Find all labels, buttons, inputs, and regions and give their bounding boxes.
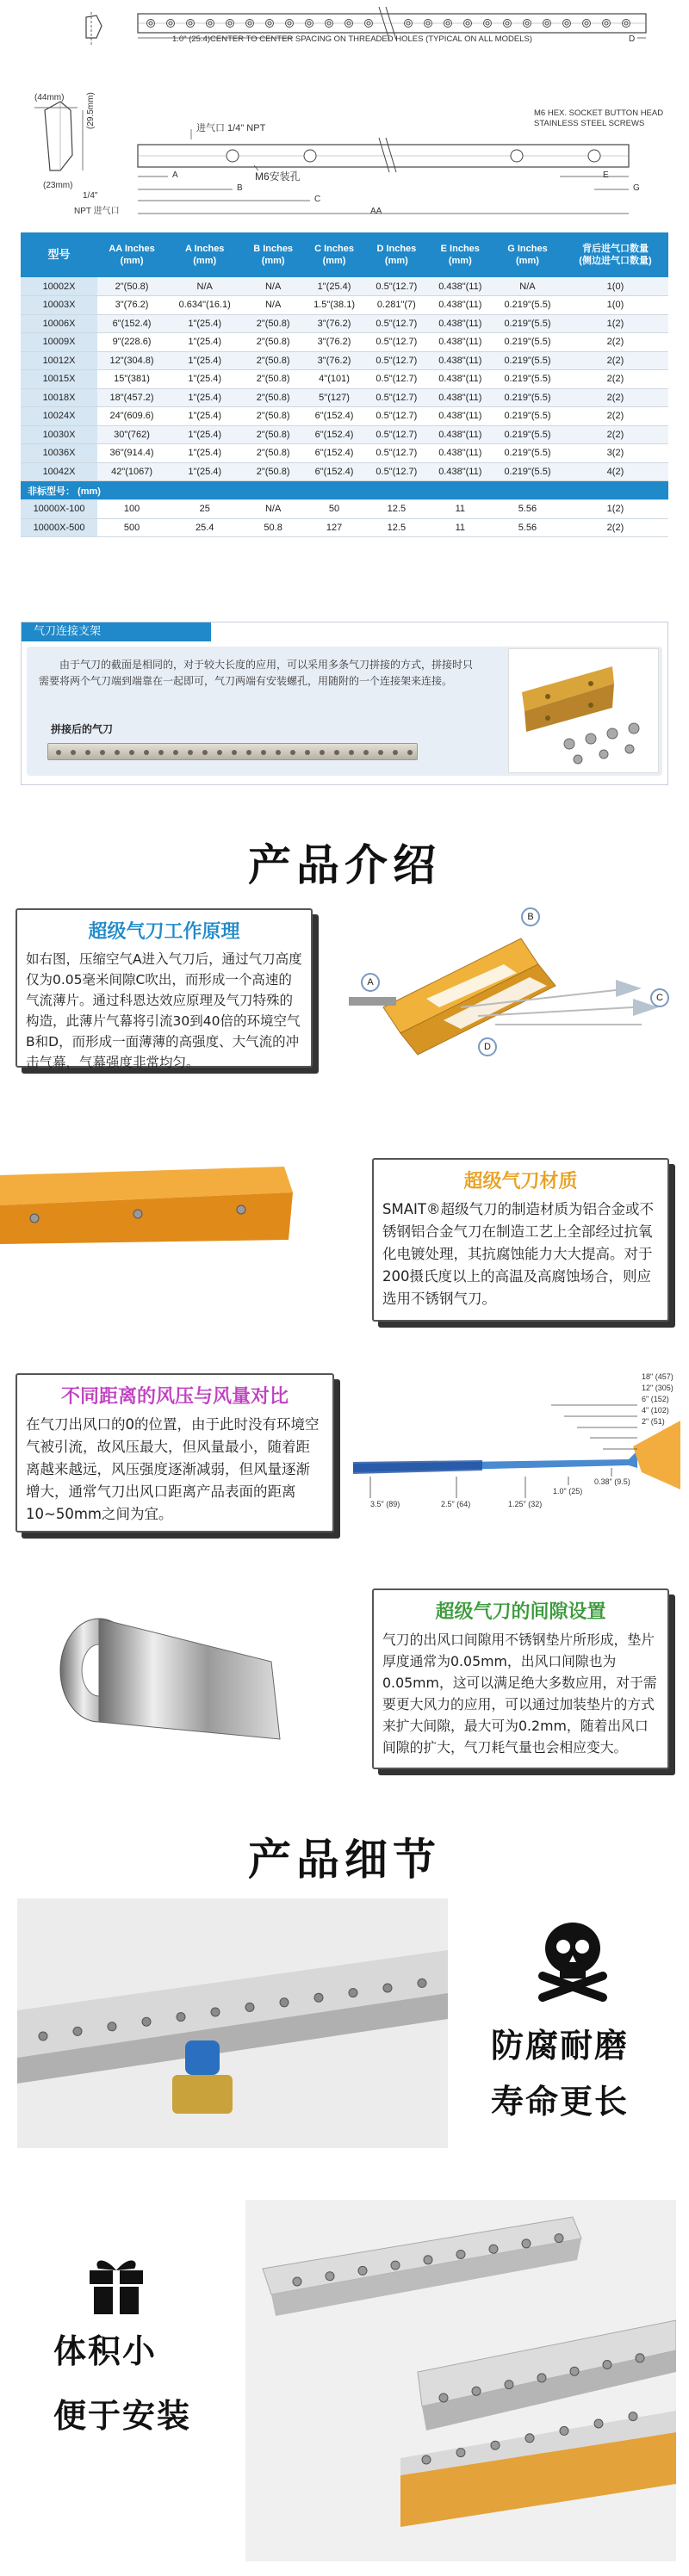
table-cell: 1"(25.4): [303, 277, 365, 296]
table-cell: N/A: [243, 296, 302, 315]
npt-bottom-cn-label: NPT 进气口: [74, 207, 120, 216]
bottom-label-3-5: 3.5" (89): [370, 1500, 400, 1508]
intro-section-title: 产品介绍: [248, 839, 441, 890]
npt-top-label: 进气口 1/4" NPT: [196, 123, 266, 133]
detail-image-2: [245, 2200, 676, 2561]
bracket-caption: 拼接后的气刀: [51, 723, 114, 735]
gap-title: 超级气刀的间隙设置: [435, 1601, 606, 1623]
table-cell: 2"(50.8): [243, 462, 302, 481]
table-row: [21, 333, 668, 352]
table-cell: 10000X-100: [21, 500, 97, 519]
table-row: [21, 277, 668, 296]
feature-1-line-1: 防腐耐磨: [491, 2027, 630, 2065]
table-cell: 5.56: [493, 500, 562, 519]
table-row: [21, 425, 668, 444]
non-standard-header: [21, 481, 668, 500]
table-cell: 50.8: [243, 518, 302, 537]
table-row: [21, 388, 668, 407]
table-row: [21, 500, 668, 519]
pressure-title: 不同距离的风压与风量对比: [60, 1386, 289, 1408]
dim-aa-label: AA: [370, 207, 382, 216]
label-b-marker: B: [521, 907, 540, 926]
table-cell: 3"(76.2): [303, 351, 365, 370]
gift-svg: [86, 2251, 146, 2316]
table-row: [21, 407, 668, 426]
table-cell: N/A: [243, 500, 302, 519]
bottom-label-2-5: 2.5" (64): [441, 1500, 471, 1508]
table-cell: 18"(457.2): [97, 388, 166, 407]
material-text: SMAIT®超级气刀的制造材质为铝合金或不锈钢铝合金气刀在制造工艺上全部经过抗氧化电镀处理，其抗腐蚀能力大大提高。对于200摄氏度以上的高温及高腐蚀场合，则应选用不锈钢气刀。: [382, 1201, 654, 1307]
table-row: [21, 444, 668, 463]
table-cell: 2(2): [562, 425, 668, 444]
bracket-image: [508, 648, 659, 773]
table-cell: 0.5"(12.7): [365, 314, 427, 333]
header-col-6: E Inches (mm): [428, 232, 493, 277]
table-cell: N/A: [166, 277, 243, 296]
table-cell: 1(2): [562, 500, 668, 519]
table-cell: 11: [428, 500, 493, 519]
table-cell: 0.438"(11): [428, 388, 493, 407]
table-cell: 9"(228.6): [97, 333, 166, 352]
table-cell: 10000X-500: [21, 518, 97, 537]
table-cell: 0.5"(12.7): [365, 462, 427, 481]
table-cell: 1"(25.4): [166, 388, 243, 407]
material-card: [372, 1158, 669, 1322]
table-cell: 1.5"(38.1): [303, 296, 365, 315]
table-cell: 0.219"(5.5): [493, 425, 562, 444]
table-cell: 1(0): [562, 277, 668, 296]
table-cell: 2(2): [562, 388, 668, 407]
table-cell: N/A: [493, 277, 562, 296]
table-cell: 10036X: [21, 444, 97, 463]
table-cell: 0.5"(12.7): [365, 370, 427, 389]
table-cell: 2"(50.8): [243, 314, 302, 333]
table-cell: 6"(152.4): [303, 407, 365, 426]
detail-knife-svg-2: [245, 2200, 676, 2561]
table-cell: 25: [166, 500, 243, 519]
table-cell: 3"(76.2): [97, 296, 166, 315]
table-cell: 0.438"(11): [428, 370, 493, 389]
bracket-tab: [22, 622, 211, 641]
table-row: [21, 296, 668, 315]
table-cell: 3"(76.2): [303, 314, 365, 333]
label-c-marker: C: [650, 988, 669, 1007]
header-col-3: B Inches (mm): [243, 232, 302, 277]
table-cell: 10003X: [21, 296, 97, 315]
material-title: 超级气刀材质: [463, 1171, 578, 1192]
gift-icon: [86, 2251, 146, 2316]
table-cell: 10042X: [21, 462, 97, 481]
table-cell: 1"(25.4): [166, 425, 243, 444]
principle-diagram: [332, 904, 676, 1076]
label-a-marker: A: [361, 973, 380, 992]
table-cell: 3(2): [562, 444, 668, 463]
table-cell: 12"(304.8): [97, 351, 166, 370]
table-cell: 10018X: [21, 388, 97, 407]
table-cell: 1"(25.4): [166, 314, 243, 333]
table-cell: 0.438"(11): [428, 351, 493, 370]
table-cell: 0.438"(11): [428, 462, 493, 481]
table-cell: 0.5"(12.7): [365, 407, 427, 426]
table-cell: 1(0): [562, 296, 668, 315]
feature-2-line-1: 体积小: [53, 2332, 158, 2370]
dim-e-label: E: [603, 170, 609, 180]
table-row: [21, 370, 668, 389]
table-cell: 0.438"(11): [428, 333, 493, 352]
table-cell: 10015X: [21, 370, 97, 389]
dim-d-label: D: [629, 34, 636, 44]
principle-text: 如右图，压缩空气A进入气刀后，通过气刀高度仅为0.05毫米间隙C吹出，而形成一个高速的气流薄片。通过科恩达效应原理及气刀特殊的构造，此薄片气幕将引流30到40倍的环境空气B和D，而形成一面薄薄的高强度、大气流的冲击气幕，气幕强度非常均匀。: [26, 951, 302, 1070]
table-cell: 50: [303, 500, 365, 519]
table-cell: 0.219"(5.5): [493, 462, 562, 481]
dim-c-label: C: [314, 195, 321, 204]
table-cell: 36"(914.4): [97, 444, 166, 463]
table-cell: 2(2): [562, 333, 668, 352]
shim-roll-image: [47, 1610, 289, 1748]
table-cell: 0.5"(12.7): [365, 425, 427, 444]
table-cell: 1"(25.4): [166, 333, 243, 352]
table-cell: 0.438"(11): [428, 444, 493, 463]
joined-knife-holes: [48, 744, 419, 761]
table-cell: 0.219"(5.5): [493, 407, 562, 426]
table-cell: 0.219"(5.5): [493, 296, 562, 315]
right-label-2: 2" (51): [642, 1417, 665, 1426]
table-cell: 0.5"(12.7): [365, 351, 427, 370]
dim-44-label: (44mm): [34, 93, 65, 102]
table-cell: 25.4: [166, 518, 243, 537]
pressure-svg: [353, 1369, 680, 1541]
table-cell: 0.438"(11): [428, 277, 493, 296]
bracket-section: [21, 622, 668, 785]
non-standard-label: 非标型号： (mm): [21, 481, 668, 500]
header-col-4: C Inches (mm): [303, 232, 365, 277]
table-cell: 30"(762): [97, 425, 166, 444]
table-cell: 5.56: [493, 518, 562, 537]
table-cell: 4(2): [562, 462, 668, 481]
table-cell: 10012X: [21, 351, 97, 370]
table-cell: 0.219"(5.5): [493, 370, 562, 389]
right-label-18: 18" (457): [642, 1372, 673, 1381]
orange-knife-svg: [0, 1158, 293, 1253]
table-cell: 0.634"(16.1): [166, 296, 243, 315]
table-cell: 4"(101): [303, 370, 365, 389]
table-cell: 6"(152.4): [303, 425, 365, 444]
table-cell: 10002X: [21, 277, 97, 296]
table-cell: 0.5"(12.7): [365, 277, 427, 296]
table-cell: 0.438"(11): [428, 407, 493, 426]
table-cell: 2"(50.8): [243, 388, 302, 407]
table-cell: 0.5"(12.7): [365, 444, 427, 463]
spec-table-header: [21, 232, 668, 277]
bottom-label-1-25: 1.25" (32): [508, 1500, 543, 1508]
table-cell: 6"(152.4): [97, 314, 166, 333]
table-cell: 0.219"(5.5): [493, 444, 562, 463]
table-cell: 127: [303, 518, 365, 537]
table-cell: 2"(50.8): [243, 351, 302, 370]
table-cell: 1"(25.4): [166, 407, 243, 426]
detail-knife-svg-1: [17, 1898, 448, 2148]
table-cell: 12.5: [365, 500, 427, 519]
shim-roll-svg: [47, 1610, 289, 1748]
label-d-marker: D: [478, 1037, 497, 1056]
table-cell: 0.438"(11): [428, 296, 493, 315]
table-cell: 2(2): [562, 407, 668, 426]
table-cell: 2"(50.8): [243, 370, 302, 389]
table-cell: 15"(381): [97, 370, 166, 389]
screw-note-1: M6 HEX. SOCKET BUTTON HEAD: [534, 108, 664, 118]
header-col-7: G Inches (mm): [493, 232, 562, 277]
bracket-drawing: [509, 649, 660, 774]
header-col-1: AA Inches (mm): [97, 232, 166, 277]
table-cell: 2(2): [562, 518, 668, 537]
technical-drawing: [0, 0, 689, 226]
detail-section-title: 产品细节: [248, 1834, 441, 1885]
header-col-8: 背后进气口数量 (侧边进气口数量): [562, 232, 668, 277]
pressure-diagram: [353, 1369, 680, 1541]
table-cell: 2"(50.8): [97, 277, 166, 296]
table-cell: 2"(50.8): [243, 425, 302, 444]
npt-bottom-label: 1/4": [83, 191, 98, 201]
table-cell: 2(2): [562, 351, 668, 370]
spec-table: [21, 232, 668, 537]
pressure-card: [16, 1373, 334, 1533]
table-cell: 6"(152.4): [303, 444, 365, 463]
skull-icon: [534, 1916, 611, 2002]
table-row: [21, 518, 668, 537]
pressure-text: 在气刀出风口的0的位置，由于此时没有环境空气被引流，故风压最大，但风量最小，随着距离越来越远，风压强度逐渐减弱，但风量逐渐增大，通常气刀出风口距离产品表面的距离10~50mm之间为宜。: [26, 1416, 320, 1522]
principle-card: [16, 908, 313, 1068]
dim-29-label: (29.5mm): [86, 92, 96, 129]
table-cell: 1"(25.4): [166, 351, 243, 370]
gap-text: 气刀的出风口间隙用不锈钢垫片所形成，垫片厚度通常为0.05mm，出风口间隙也为0.05mm，这可以满足绝大多数应用，对于需要更大风力的应用，可以通过加装垫片的方式来扩大间隙，最大可为0.2mm，随着出风口间隙的扩大，气刀耗气量也会相应变大。: [382, 1632, 657, 1756]
bracket-tab-label: 气刀连接支架: [34, 625, 102, 638]
table-cell: 0.438"(11): [428, 425, 493, 444]
table-cell: 0.219"(5.5): [493, 351, 562, 370]
dim-23-label: (23mm): [43, 181, 73, 190]
joined-air-knife-image: [47, 743, 418, 760]
table-cell: 12.5: [365, 518, 427, 537]
right-label-12: 12" (305): [642, 1384, 673, 1392]
header-col-5: D Inches (mm): [365, 232, 427, 277]
feature-1-line-2: 寿命更长: [491, 2083, 630, 2121]
table-cell: N/A: [243, 277, 302, 296]
screw-note-2: STAINLESS STEEL SCREWS: [534, 119, 645, 128]
table-cell: 1"(25.4): [166, 462, 243, 481]
table-cell: 1"(25.4): [166, 444, 243, 463]
table-row: [21, 351, 668, 370]
bracket-text: 由于气刀的截面是相同的，对于较大长度的应用，可以采用多条气刀拼接的方式，拼接时只需要将两个气刀端到端靠在一起即可，气刀两端有安装螺孔，用随附的一个连接架来连接。: [39, 659, 474, 687]
table-cell: 10009X: [21, 333, 97, 352]
table-cell: 100: [97, 500, 166, 519]
right-label-4: 4" (102): [642, 1406, 669, 1415]
dim-a-label: A: [172, 170, 178, 180]
orange-air-knife-image: [0, 1158, 293, 1253]
gap-card: [372, 1588, 669, 1769]
table-cell: 2"(50.8): [243, 333, 302, 352]
table-cell: 0.5"(12.7): [365, 388, 427, 407]
table-cell: 0.219"(5.5): [493, 314, 562, 333]
table-cell: 5"(127): [303, 388, 365, 407]
table-cell: 500: [97, 518, 166, 537]
table-cell: 10006X: [21, 314, 97, 333]
dim-b-label: B: [237, 183, 243, 193]
header-col-2: A Inches (mm): [166, 232, 243, 277]
table-cell: 0.281"(7): [365, 296, 427, 315]
table-row: [21, 314, 668, 333]
table-cell: 11: [428, 518, 493, 537]
table-cell: 1(2): [562, 314, 668, 333]
skull-crossbones-svg: [534, 1916, 611, 2002]
table-cell: 10030X: [21, 425, 97, 444]
bottom-label-1-0: 1.0" (25): [553, 1487, 583, 1495]
bottom-label-0-38: 0.38" (9.5): [594, 1477, 630, 1486]
detail-image-1: [17, 1898, 448, 2148]
table-cell: 2"(50.8): [243, 407, 302, 426]
feature-2-line-2: 便于安装: [53, 2397, 192, 2435]
table-row: [21, 462, 668, 481]
table-cell: 2"(50.8): [243, 444, 302, 463]
principle-title: 超级气刀工作原理: [88, 921, 240, 943]
dim-g-label: G: [633, 183, 640, 193]
spacing-label: 1.0" (25.4)CENTER TO CENTER SPACING ON THREADED HOLES (TYPICAL ON ALL MODELS): [172, 34, 532, 44]
table-cell: 1"(25.4): [166, 370, 243, 389]
table-cell: 0.219"(5.5): [493, 333, 562, 352]
m6-label: M6安装孔: [255, 170, 301, 183]
table-cell: 0.219"(5.5): [493, 388, 562, 407]
table-cell: 0.438"(11): [428, 314, 493, 333]
table-cell: 2(2): [562, 370, 668, 389]
table-cell: 10024X: [21, 407, 97, 426]
right-label-6: 6" (152): [642, 1395, 669, 1403]
header-model: 型号: [21, 232, 97, 277]
principle-airflow-svg: [332, 904, 676, 1076]
table-cell: 42"(1067): [97, 462, 166, 481]
table-cell: 24"(609.6): [97, 407, 166, 426]
table-cell: 3"(76.2): [303, 333, 365, 352]
table-cell: 0.5"(12.7): [365, 333, 427, 352]
table-cell: 6"(152.4): [303, 462, 365, 481]
